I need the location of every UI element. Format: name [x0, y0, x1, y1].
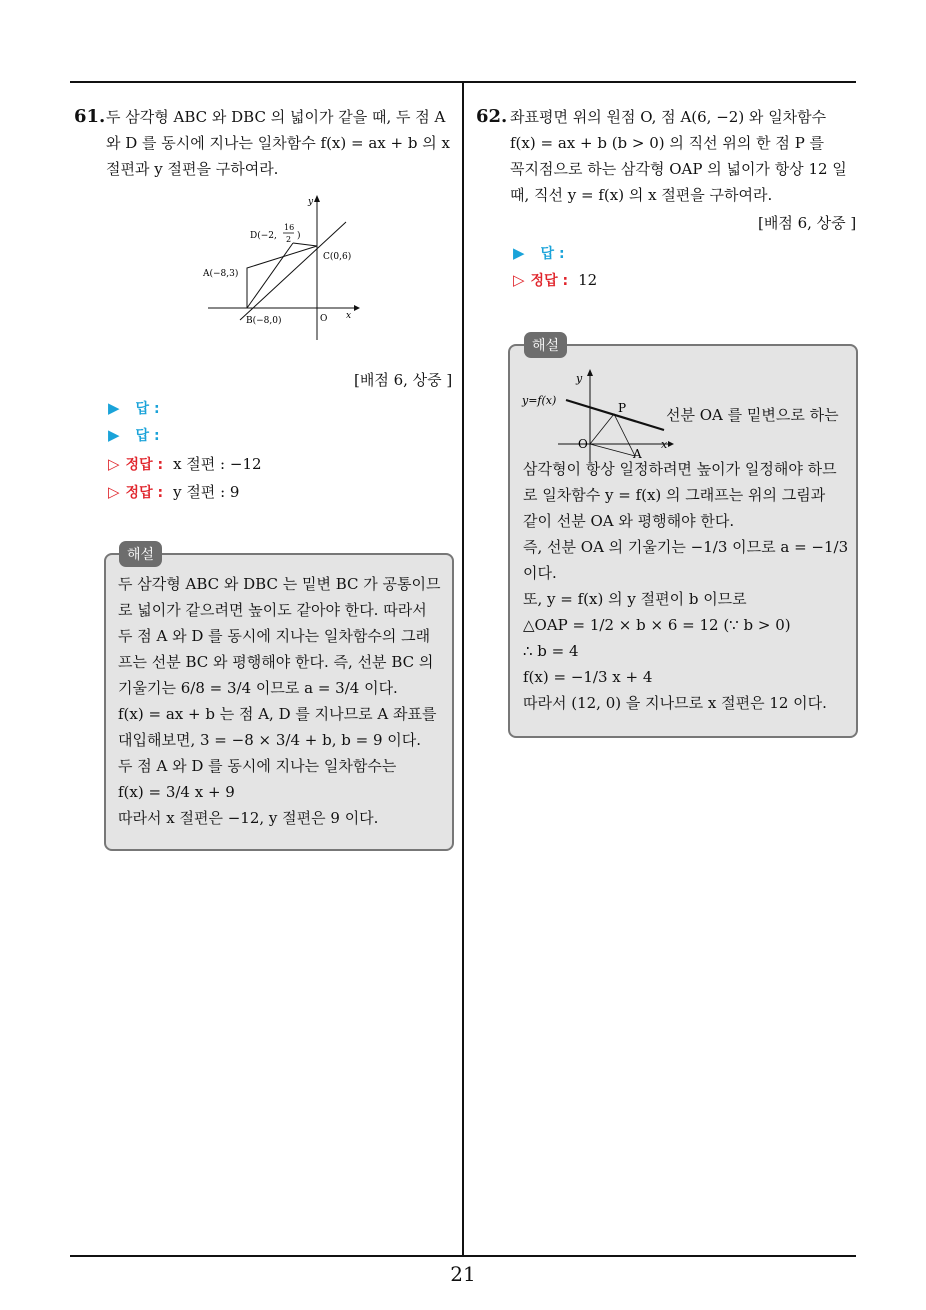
solution-line: 이다. [523, 564, 557, 582]
correct-marker-icon: ▷ [108, 482, 120, 501]
line-label: y=f(x) [522, 394, 557, 407]
correct-label: 정답 : [125, 484, 164, 501]
y-axis-label: y [308, 197, 314, 207]
solution-line: 같이 선분 OA 와 평행해야 한다. [523, 512, 735, 530]
x-axis-arrow [668, 441, 674, 447]
q61-line: 절편과 y 절편을 구하여라. [106, 160, 279, 178]
q62-score: [배점 6, 상중 ] [758, 214, 857, 232]
q61-answer-row [108, 398, 160, 418]
solution-line: 기울기는 6/8 = 3/4 이므로 a = 3/4 이다. [118, 679, 398, 697]
x-axis-arrow [354, 305, 360, 311]
q61-number: 61. [74, 106, 106, 127]
correct-value: 12 [578, 271, 598, 289]
y-axis-label: y [576, 372, 583, 385]
solution-line: △OAP = 1/2 × b × 6 = 12 (∵ b > 0) [523, 616, 791, 634]
q61-solution-box [104, 553, 454, 851]
answer-label: 답 : [135, 401, 160, 417]
solution-line: 두 점 A 와 D 를 동시에 지나는 일차함수의 그래 [118, 627, 431, 645]
x-axis-label: x [661, 438, 668, 451]
y-axis-arrow [314, 195, 320, 202]
segment-dc [293, 243, 317, 246]
point-d-frac-num: 16 [284, 223, 295, 232]
q62-line: 때, 직선 y = f(x) 의 x 절편을 구하여라. [510, 186, 773, 204]
solution-line: 대입해보면, 3 = −8 × 3/4 + b, b = 9 이다. [118, 731, 422, 749]
triangle-abc [247, 246, 317, 308]
bottom-rule [70, 1255, 856, 1257]
solution-line: 삼각형이 항상 일정하려면 높이가 일정해야 하므 [523, 460, 837, 478]
correct-marker-icon: ▷ [513, 271, 525, 289]
q61-correct-row [108, 453, 262, 474]
q62-line: f(x) = ax + b (b > 0) 의 직선 위의 한 점 P 를 [510, 134, 825, 152]
q62-solution-text [523, 456, 853, 716]
q61-solution-text [118, 571, 448, 831]
line-y-fx [566, 400, 664, 430]
q62-number: 62. [476, 106, 508, 127]
point-d-label: D(−2, [250, 231, 277, 241]
solution-line: 두 점 A 와 D 를 동시에 지나는 일차함수는 [118, 757, 397, 775]
correct-value: x 절편 : −12 [173, 455, 262, 473]
correct-label: 정답 : [125, 456, 164, 473]
point-d-frac-den: 2 [286, 235, 292, 244]
answer-marker-icon: ▶ [108, 426, 120, 444]
origin-label: O [578, 437, 588, 451]
solution-line: f(x) = ax + b 는 점 A, D 를 지나므로 A 좌표를 [118, 705, 437, 723]
solution-line: f(x) = −1/3 x + 4 [523, 668, 653, 686]
q62-solution-tag: 해설 [524, 332, 567, 358]
q61-question-text [106, 104, 456, 182]
correct-label: 정답 : [530, 273, 569, 289]
column-divider [462, 82, 464, 1256]
q62-solution-box [508, 344, 858, 738]
answer-marker-icon: ▶ [513, 244, 525, 262]
q62-line: 꼭지점으로 하는 삼각형 OAP 의 넓이가 항상 12 일 [510, 160, 847, 178]
point-a-label: A [633, 447, 642, 461]
correct-value: y 절편 : 9 [173, 483, 240, 501]
segment-bd [247, 243, 293, 308]
q61-line: 두 삼각형 ABC 와 DBC 의 넓이가 같을 때, 두 점 A [106, 108, 446, 126]
y-axis-arrow [587, 369, 593, 376]
x-axis-label: x [346, 311, 352, 321]
solution-line: 프는 선분 BC 와 평행해야 한다. 즉, 선분 BC 의 [118, 653, 434, 671]
point-c-label: C(0,6) [323, 252, 352, 262]
point-b-label: B(−8,0) [246, 316, 282, 326]
point-a-label: A(−8,3) [203, 269, 239, 279]
q61-answer-row [108, 425, 160, 445]
solution-line: 또, y = f(x) 의 y 절편이 b 이므로 [523, 590, 747, 608]
solution-line: 로 넓이가 같으려면 높이도 같아야 한다. 따라서 [118, 601, 427, 619]
solution-line: 따라서 x 절편은 −12, y 절편은 9 이다. [118, 809, 379, 827]
solution-line: 즉, 선분 OA 의 기울기는 −1/3 이므로 a = −1/3 [523, 538, 849, 556]
correct-marker-icon: ▷ [108, 454, 120, 473]
solution-line: ∴ b = 4 [523, 642, 579, 660]
q62-figure [518, 364, 688, 464]
solution-line: 두 삼각형 ABC 와 DBC 는 밑변 BC 가 공통이므 [118, 575, 441, 593]
solution-line: 로 일차함수 y = f(x) 의 그래프는 위의 그림과 [523, 486, 826, 504]
q62-answer-row [513, 243, 565, 263]
q62-solution-first-line: 선분 OA 를 밑변으로 하는 [666, 406, 839, 424]
q61-line: 와 D 를 동시에 지나는 일차함수 f(x) = ax + b 의 x [106, 134, 450, 152]
solution-line: f(x) = 3/4 x + 9 [118, 783, 235, 801]
q61-score: [배점 6, 상중 ] [354, 371, 453, 389]
q62-line: 좌표평면 위의 원점 O, 점 A(6, −2) 와 일차함수 [510, 108, 827, 126]
q62-correct-row [513, 270, 597, 290]
answer-marker-icon: ▶ [108, 399, 120, 417]
q62-question-text [510, 104, 860, 208]
solution-line: 따라서 (12, 0) 을 지나므로 x 절편은 12 이다. [523, 694, 827, 712]
point-p-label: P [618, 401, 627, 415]
q61-figure [196, 190, 366, 345]
answer-label: 답 : [135, 428, 160, 444]
origin-label: O [320, 314, 328, 324]
page-number: 21 [450, 1262, 476, 1286]
q61-correct-row [108, 481, 239, 502]
triangle-oap [590, 414, 635, 456]
point-d-paren: ) [297, 231, 301, 241]
answer-label: 답 : [540, 246, 565, 262]
q61-solution-tag: 해설 [119, 541, 162, 567]
